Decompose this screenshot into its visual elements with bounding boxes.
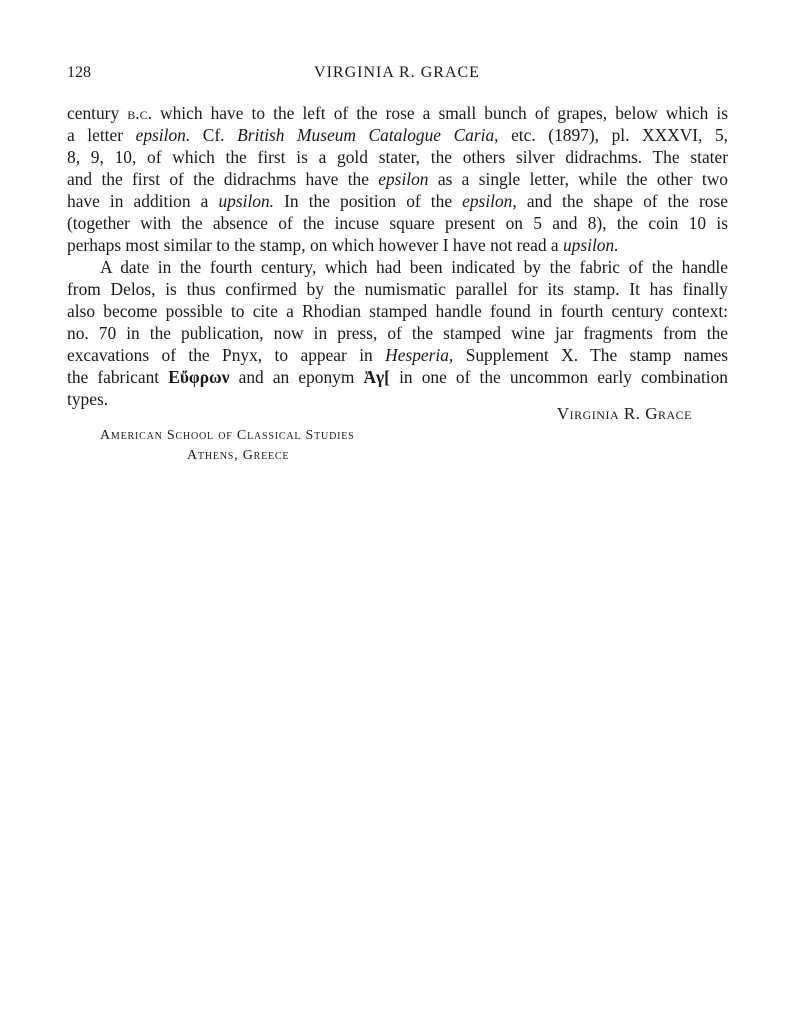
paragraph-2-line: also become possible to cite a Rhodian stamped handle found in fourth century context: [67,301,728,321]
author-signature: Virginia R. Grace [556,404,692,423]
author-location: Athens, Greece [187,448,290,463]
journal-title: Hesperia, [385,345,454,365]
paragraph-2-line: types. [67,389,109,409]
paragraph-1-line: (together with the absence of the incuse square present on 5 and 8), the coin 10 is [67,213,728,233]
body-text [67,102,728,410]
greek-fabricant-name: Εὔφρων [168,367,230,387]
paragraph-2-line: the fabricant Εὔφρων and an eponym Ἀγ[ in one of the uncommon early combination [67,367,728,387]
paragraph-2-line: excavations of the Pnyx, to appear in Hesperia, Supplement X. The stamp names [67,345,728,365]
page-number: 128 [67,64,91,81]
running-head [67,64,727,86]
paragraph-1-line: century b.c. which have to the left of the rose a small bunch of grapes, below which is [67,103,728,123]
running-title: VIRGINIA R. GRACE [314,64,480,81]
author-institution: American School of Classical Studies [100,428,355,443]
catalogue-title: British Museum Catalogue Caria, [237,125,499,145]
paragraph-1-line: 8, 9, 10, of which the first is a gold stater, the others silver didrachms. The stater [67,147,728,167]
greek-eponym-name: Ἀγ[ [363,367,390,387]
paragraph-1-line: and the first of the didrachms have the epsilon as a single letter, while the other two [67,169,728,189]
paragraph-1-line: a letter epsilon. Cf. British Museum Catalogue Caria, etc. (1897), pl. XXXVI, 5, [67,125,729,145]
paragraph-2-line: A date in the fourth century, which had been indicated by the fabric of the handle [100,257,728,277]
paragraph-2-line: from Delos, is thus confirmed by the numismatic parallel for its stamp. It has finally [67,279,728,299]
paragraph-1-line: perhaps most similar to the stamp, on which however I have not read a upsilon. [67,235,619,255]
paragraph-1-line: have in addition a upsilon. In the position of the epsilon, and the shape of the rose [67,191,728,211]
paragraph-2-line: no. 70 in the publication, now in press, of the stamped wine jar fragments from the [67,323,728,343]
era-abbreviation: b.c. [127,103,152,123]
